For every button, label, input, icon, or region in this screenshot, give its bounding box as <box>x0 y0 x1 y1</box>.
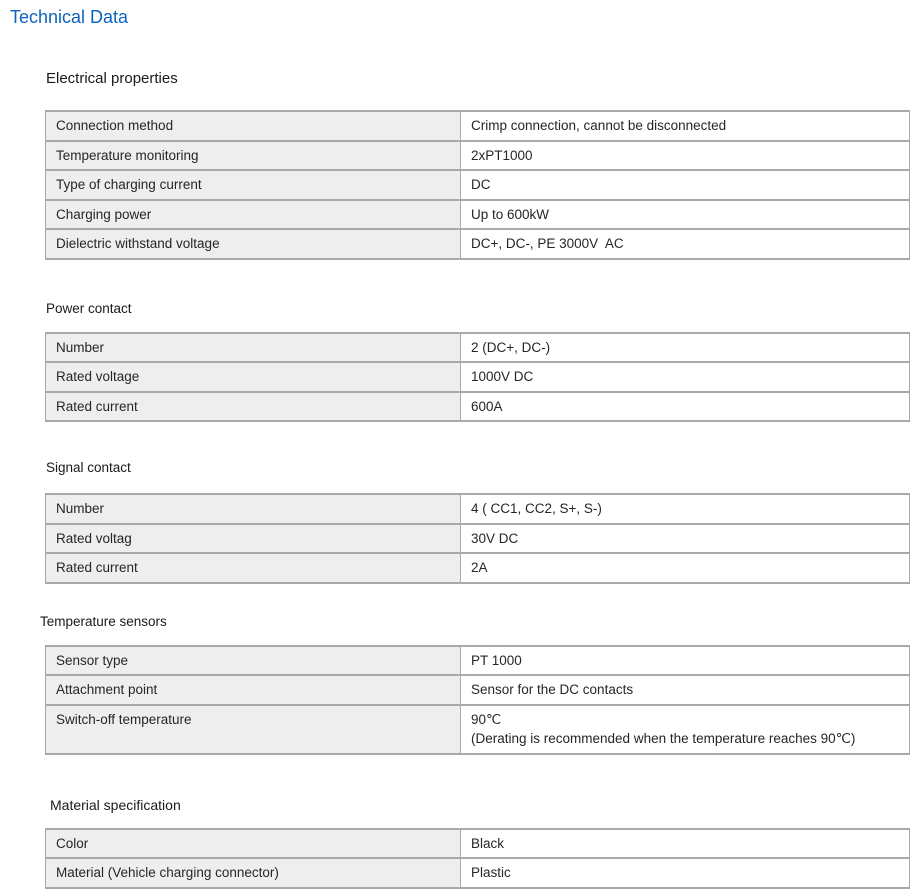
table-row <box>46 141 910 171</box>
value-line: 2 (DC+, DC-) <box>471 339 551 355</box>
value-line: PT 1000 <box>471 652 522 668</box>
value-line: 4 ( CC1, CC2, S+, S-) <box>471 501 602 516</box>
value-line: Sensor for the DC contacts <box>471 682 634 697</box>
row-value-cell <box>461 333 910 363</box>
value-line: (Derating is recommended when the temperature reaches 90℃) <box>471 731 856 746</box>
value-line: DC <box>471 177 491 192</box>
table-row <box>46 553 910 583</box>
section-heading: Signal contact <box>46 460 131 475</box>
table-row <box>46 170 910 200</box>
section-heading: Temperature sensors <box>40 613 167 629</box>
table-row <box>46 362 910 392</box>
row-label-cell: Number <box>46 333 461 363</box>
table-row <box>46 705 910 754</box>
section-electrical-properties <box>0 70 918 260</box>
row-value-cell <box>461 705 910 754</box>
section-heading: Electrical properties <box>46 70 178 87</box>
value-line: Black <box>471 835 505 851</box>
row-label-cell: Sensor type <box>46 646 461 676</box>
value-line: Crimp connection, cannot be disconnected <box>471 118 727 133</box>
table-row <box>46 494 910 524</box>
table-row <box>46 200 910 230</box>
value-line: 600A <box>471 398 503 414</box>
section-heading: Power contact <box>46 300 132 316</box>
row-label-cell: Dielectric withstand voltage <box>46 229 461 259</box>
value-line: 2xPT1000 <box>471 147 533 163</box>
row-value-cell <box>461 200 910 230</box>
row-value-cell <box>461 675 910 705</box>
section-signal-contact <box>0 459 918 584</box>
spec-table <box>45 828 910 889</box>
row-label-cell: Rated current <box>46 392 461 422</box>
section-heading: Material specification <box>50 796 181 813</box>
sections-container <box>0 70 918 889</box>
table-row <box>46 646 910 676</box>
row-label-cell: Charging power <box>46 200 461 230</box>
row-value-cell <box>461 829 910 859</box>
row-label-cell: Switch-off temperature <box>46 705 461 754</box>
row-label-cell: Rated voltag <box>46 524 461 554</box>
row-label-cell: Rated current <box>46 553 461 583</box>
row-label-cell: Temperature monitoring <box>46 141 461 171</box>
row-value-cell <box>461 858 910 888</box>
table-row <box>46 675 910 705</box>
row-value-cell <box>461 141 910 171</box>
table-row <box>46 111 910 141</box>
value-line: 2A <box>471 560 488 575</box>
value-line: Up to 600kW <box>471 206 550 222</box>
value-line: Plastic <box>471 865 511 880</box>
row-value-cell <box>461 392 910 422</box>
value-line: 30V DC <box>471 530 519 546</box>
spec-table <box>45 645 910 755</box>
row-value-cell <box>461 646 910 676</box>
row-label-cell: Material (Vehicle charging connector) <box>46 858 461 888</box>
row-value-cell <box>461 229 910 259</box>
table-row <box>46 858 910 888</box>
document <box>0 6 918 889</box>
section-material-specification <box>0 796 918 889</box>
row-label-cell: Type of charging current <box>46 170 461 200</box>
row-value-cell <box>461 111 910 141</box>
row-label-cell: Rated voltage <box>46 362 461 392</box>
row-value-cell <box>461 362 910 392</box>
row-label-cell: Color <box>46 829 461 859</box>
section-power-contact <box>0 300 918 423</box>
row-label-cell: Attachment point <box>46 675 461 705</box>
spec-table <box>45 493 910 584</box>
value-line: 90℃ <box>471 711 502 727</box>
spec-table <box>45 110 910 260</box>
table-row <box>46 524 910 554</box>
section-temperature-sensors <box>0 613 918 755</box>
row-value-cell <box>461 170 910 200</box>
table-row <box>46 829 910 859</box>
table-row <box>46 333 910 363</box>
page-title: Technical Data <box>10 7 129 27</box>
row-label-cell: Connection method <box>46 111 461 141</box>
table-row <box>46 229 910 259</box>
spec-table <box>45 332 910 423</box>
table-row <box>46 392 910 422</box>
value-line: DC+, DC-, PE 3000V AC <box>471 236 624 251</box>
row-label-cell: Number <box>46 494 461 524</box>
row-value-cell <box>461 524 910 554</box>
row-value-cell <box>461 494 910 524</box>
row-value-cell <box>461 553 910 583</box>
value-line: 1000V DC <box>471 369 534 384</box>
